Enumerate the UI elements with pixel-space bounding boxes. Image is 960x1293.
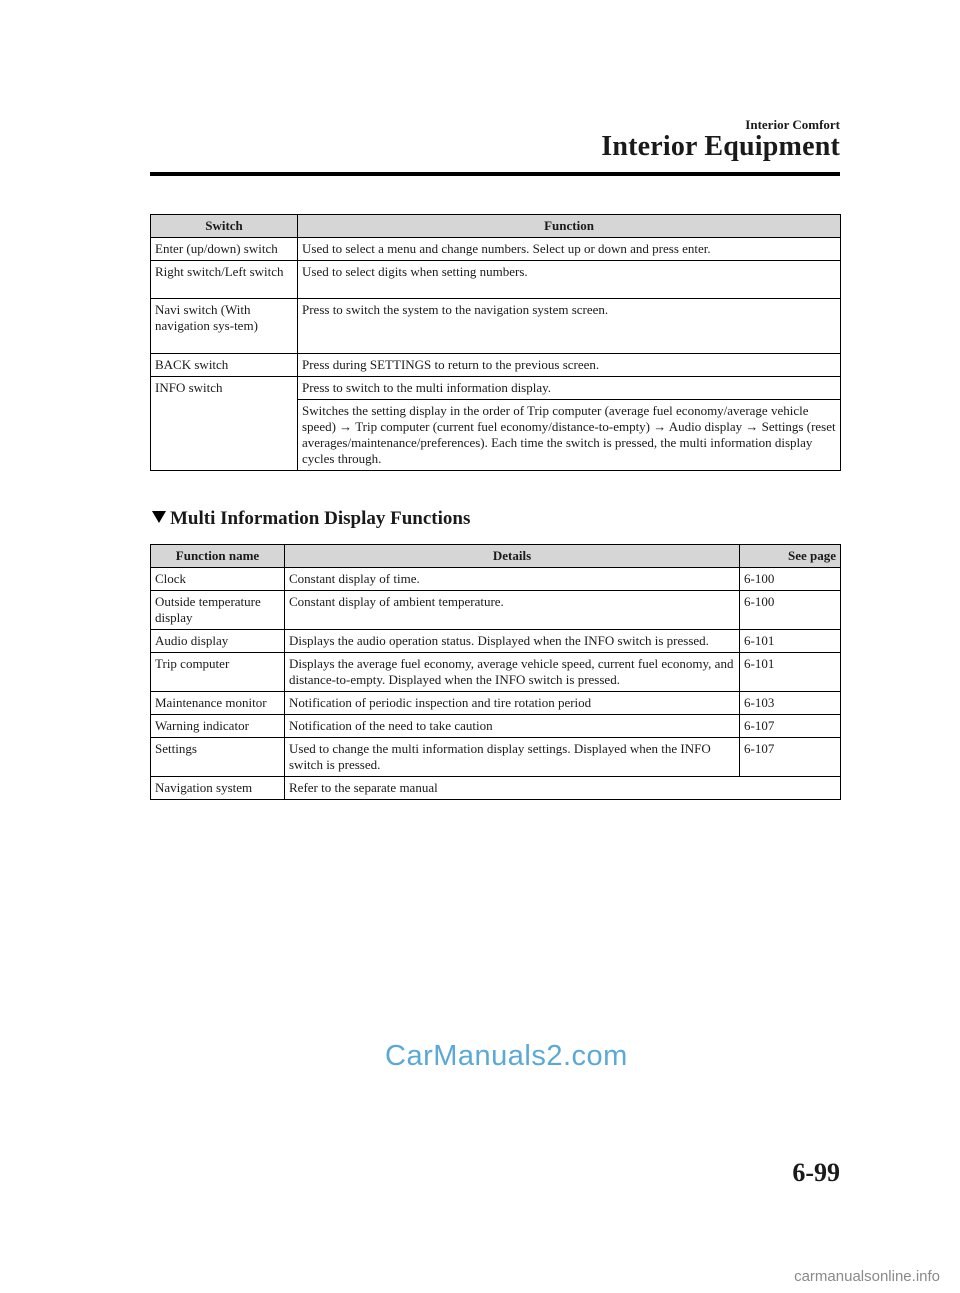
column-header-function: Function	[298, 215, 841, 238]
function-name: Trip computer	[151, 653, 285, 692]
function-name: Warning indicator	[151, 715, 285, 738]
page-reference: 6-107	[740, 715, 841, 738]
column-header-switch: Switch	[151, 215, 298, 238]
function-details: Displays the audio operation status. Displayed when the INFO switch is pressed.	[285, 630, 740, 653]
function-details: Displays the average fuel economy, average vehicle speed, current fuel economy, and distance-to-empty. Displayed when the INFO switch is pressed.	[285, 653, 740, 692]
table-row	[151, 653, 841, 692]
page-reference: 6-107	[740, 738, 841, 777]
page-reference: 6-100	[740, 591, 841, 630]
table-row	[151, 630, 841, 653]
page-reference: 6-101	[740, 630, 841, 653]
function-name: Clock	[151, 568, 285, 591]
section-heading-text: Multi Information Display Functions	[170, 508, 471, 529]
switch-function: Press during SETTINGS to return to the previous screen.	[298, 354, 841, 377]
switch-function: Used to select digits when setting numbers.	[298, 261, 841, 299]
switch-name: INFO switch	[151, 377, 298, 471]
section-label: Interior Comfort	[745, 117, 840, 132]
function-name: Maintenance monitor	[151, 692, 285, 715]
function-details: Notification of periodic inspection and tire rotation period	[285, 692, 740, 715]
switch-name: Navi switch (With navigation sys-tem)	[151, 299, 298, 354]
table-row	[151, 354, 841, 377]
table-row	[151, 715, 841, 738]
footer-url: carmanualsonline.info	[794, 1268, 940, 1285]
switch-function-table	[150, 214, 841, 471]
switch-function: Used to select a menu and change numbers. Select up or down and press enter.	[298, 238, 841, 261]
header-divider	[150, 172, 840, 176]
table-row	[151, 261, 841, 299]
multi-information-display-table	[150, 544, 841, 800]
switch-function: Press to switch to the multi information display.	[298, 377, 841, 400]
switch-function-detail: Switches the setting display in the order of Trip computer (average fuel economy/average vehicle speed) → Trip computer (current fuel economy/distance-to-empty) → Audio display → Settings (reset averages/maintenance/preferences). Each time the switch is pressed, the multi information display cycles through.	[298, 400, 841, 471]
function-name: Navigation system	[151, 777, 285, 800]
table-row	[151, 692, 841, 715]
function-name: Outside temperature display	[151, 591, 285, 630]
triangle-bullet-icon	[152, 511, 166, 523]
table-row	[151, 377, 841, 400]
page-title: Interior Equipment	[601, 131, 840, 162]
table-row	[151, 738, 841, 777]
table-header-row	[151, 215, 841, 238]
switch-function: Press to switch the system to the navigation system screen.	[298, 299, 841, 354]
section-heading	[152, 508, 470, 530]
table-row	[151, 777, 841, 800]
page-reference: 6-101	[740, 653, 841, 692]
switch-name: Enter (up/down) switch	[151, 238, 298, 261]
function-details: Notification of the need to take caution	[285, 715, 740, 738]
column-header-details: Details	[285, 545, 740, 568]
page-number: 6-99	[792, 1158, 840, 1187]
function-name: Settings	[151, 738, 285, 777]
watermark-logo: CarManuals2.com	[385, 1040, 628, 1072]
switch-name: BACK switch	[151, 354, 298, 377]
table-header-row	[151, 545, 841, 568]
table-row	[151, 238, 841, 261]
table-row	[151, 568, 841, 591]
switch-name: Right switch/Left switch	[151, 261, 298, 299]
function-details: Constant display of ambient temperature.	[285, 591, 740, 630]
table-row	[151, 591, 841, 630]
function-details: Used to change the multi information display settings. Displayed when the INFO switch is pressed.	[285, 738, 740, 777]
column-header-see-page: See page	[740, 545, 841, 568]
column-header-function-name: Function name	[151, 545, 285, 568]
page-reference: 6-103	[740, 692, 841, 715]
function-name: Audio display	[151, 630, 285, 653]
function-details: Constant display of time.	[285, 568, 740, 591]
page-reference: 6-100	[740, 568, 841, 591]
table-row	[151, 299, 841, 354]
function-details: Refer to the separate manual	[285, 777, 841, 800]
